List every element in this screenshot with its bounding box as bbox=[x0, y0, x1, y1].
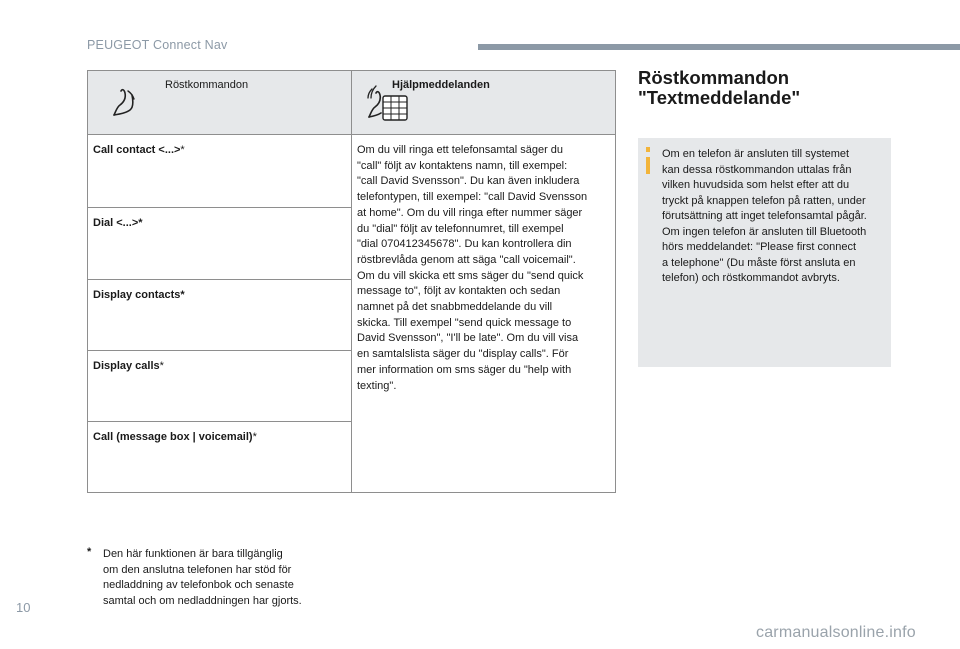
help-column bbox=[352, 135, 615, 492]
info-box bbox=[638, 138, 891, 367]
watermark: carmanualsonline.info bbox=[756, 624, 916, 641]
table-row bbox=[88, 422, 351, 492]
footnote bbox=[87, 547, 357, 609]
table-row bbox=[88, 208, 351, 280]
table-header-commands-label: Röstkommandon bbox=[165, 79, 249, 91]
command-display-contacts: Display contacts* bbox=[93, 289, 185, 301]
voice-command-icon bbox=[110, 85, 140, 119]
command-dial: Dial <...>* bbox=[93, 217, 143, 229]
command-call-contact: Call contact <...>* bbox=[93, 144, 185, 156]
table-header-help-label: Hjälpmeddelanden bbox=[392, 79, 490, 91]
footnote-text: Den här funktionen är bara tillgänglig om den anslutna telefonen har stöd för nedladdning av telefonbok och senaste samtal och om nedladdningen har gjorts. bbox=[103, 548, 302, 607]
header-bar bbox=[478, 44, 960, 50]
info-text: Om en telefon är ansluten till systemet kan dessa röstkommandon uttalas från vilken huvudsida som helst efter att du tryckt på knappen telefon på ratten, under förutsättning att inget telefonsamtal pågår. Om ingen telefon är ansluten till Bluetooth hörs meddelandet: "Please first connect a telephone" (Du måste först ansluta en telefon) och röstkommandot avbryts. bbox=[662, 148, 867, 284]
section-title: Röstkommandon "Textmeddelande" bbox=[638, 67, 801, 108]
table-header-commands bbox=[88, 71, 352, 135]
voice-commands-table bbox=[87, 70, 616, 493]
table-row bbox=[88, 280, 351, 351]
table-row bbox=[88, 351, 351, 422]
voice-help-keypad-icon bbox=[366, 85, 410, 123]
document-header-title: PEUGEOT Connect Nav bbox=[87, 38, 228, 52]
help-message-text: Om du vill ringa ett telefonsamtal säger du "call" följt av kontaktens namn, till exempel: "call David Svensson". Du kan även inkludera telefontypen, till exempel: "call David Svensson at home". Om du vill ringa efter nummer säger du "dial" följt av telefonnumret, till exempel "dial 070412345678". Du kan kontrollera din röstbrevlåda genom att säga "call voicemail". Om du vill skicka ett sms säger du "send quick message to", följt av kontakten och sedan namnet på det snabbmeddelande du vill skicka. Till exempel "send quick message to David Svensson", "I'll be late". Om du vill visa en samtalslista säger du "display calls". För mer information om sms säger du "help with texting". bbox=[357, 144, 588, 392]
info-i-icon bbox=[638, 147, 658, 177]
table-header-help bbox=[352, 71, 615, 135]
page-number: 10 bbox=[16, 600, 31, 615]
command-call-voicemail: Call (message box | voicemail)* bbox=[93, 431, 257, 443]
command-column bbox=[88, 135, 352, 492]
command-display-calls: Display calls* bbox=[93, 360, 164, 372]
footnote-marker: * bbox=[87, 546, 92, 558]
table-row bbox=[88, 135, 351, 208]
